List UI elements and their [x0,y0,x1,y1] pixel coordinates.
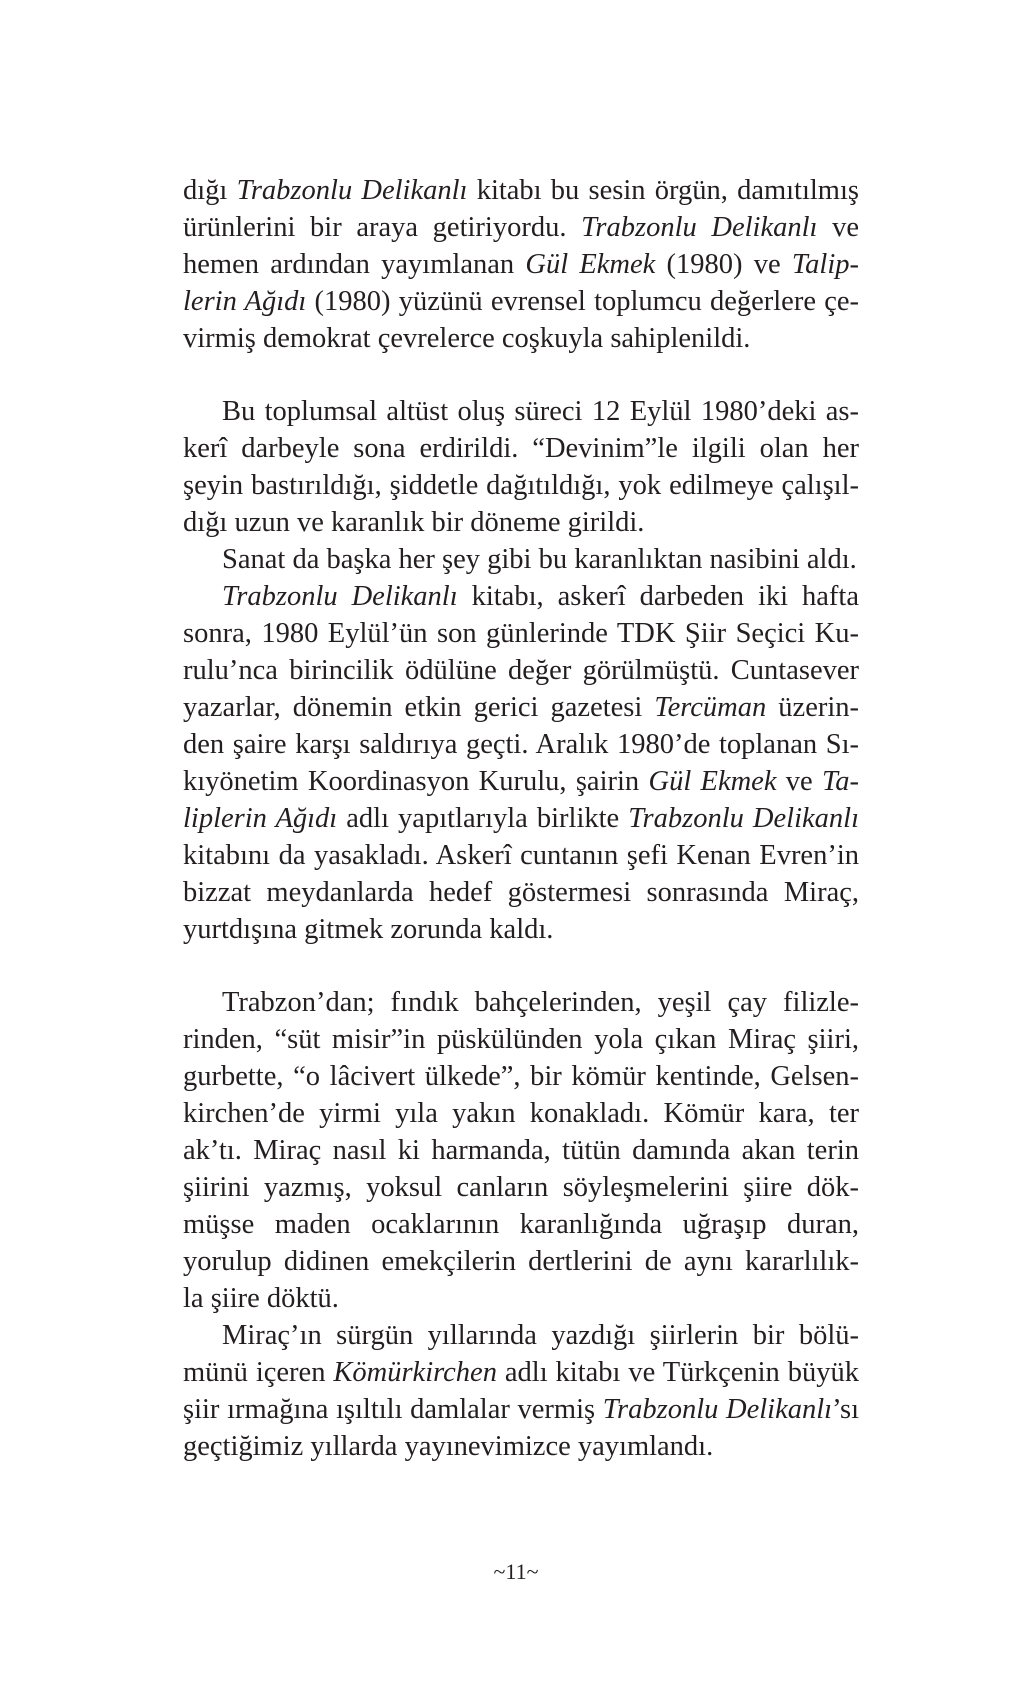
text-run: ve [817,212,860,243]
text-line [183,1021,859,1058]
page-number: ~11~ [493,1559,539,1584]
text-line [183,874,859,911]
text-run: yazarlar, dönemin etkin gerici gazetesi [183,692,655,723]
text-run: müşse maden ocaklarının karanlığında uğraşıp duran, [183,1209,859,1240]
italic-title: liplerin Ağıdı [183,803,338,834]
text-line [183,504,859,541]
text-run: kitabı, askerî darbeden iki hafta [457,581,859,612]
paragraph-gap [183,948,859,984]
text-line [183,172,859,209]
text-line [183,209,859,246]
text-run: Miraç’ın sürgün yıllarında yazdığı şiirlerin bir bölü- [222,1320,859,1351]
text-line [183,320,859,357]
text-line [183,246,859,283]
text-run: hemen ardından yayımlanan [183,249,526,280]
text-line [183,652,859,689]
body-text [183,172,859,1465]
text-line [183,837,859,874]
text-run: yurtdışına gitmek zorunda kaldı. [183,914,554,945]
text-line [183,430,859,467]
paragraph [183,984,859,1317]
text-run: gurbette, “o lâcivert ülkede”, bir kömür kentinde, Gelsen- [183,1061,859,1092]
text-run: kerî darbeyle sona erdirildi. “Devinim”le ilgili olan her [183,433,859,464]
text-run: yorulup didinen emekçilerin dertlerini de aynı kararlılık- [183,1246,859,1277]
text-run: virmiş demokrat çevrelerce coşkuyla sahiplenildi. [183,323,751,354]
italic-title: Tercüman [654,692,767,723]
text-run: rinden, “süt misir”in püskülünden yola çıkan Miraç şiiri, [183,1024,859,1055]
text-line [183,615,859,652]
text-run: şeyin bastırıldığı, şiddetle dağıtıldığı, yok edilmeye çalışıl- [183,470,859,501]
text-run: bizzat meydanlarda hedef göstermesi sonrasında Miraç, [183,877,859,908]
text-run: üzerin- [766,692,859,723]
text-run: ak’tı. Miraç nasıl ki harmanda, tütün damında akan terin [183,1135,859,1166]
text-line [183,1354,859,1391]
text-run: Trabzon’dan; fındık bahçelerinden, yeşil çay filizle- [222,987,859,1018]
text-run: ürünlerini bir araya getiriyordu. [183,212,582,243]
text-line [183,689,859,726]
text-run: dığı uzun ve karanlık bir döneme girildi. [183,507,645,538]
text-line [183,800,859,837]
text-line [183,763,859,800]
text-run: sonra, 1980 Eylül’ün son günlerinde TDK Şiir Seçici Ku- [183,618,859,649]
paragraph [183,1317,859,1465]
italic-title: Gül Ekmek [648,766,777,797]
text-line [183,393,859,430]
text-run: rulu’nca birincilik ödülüne değer görülmüştü. Cuntasever [183,655,859,686]
text-run: den şaire karşı saldırıya geçti. Aralık 1980’de toplanan Sı- [183,729,859,760]
text-run: Bu toplumsal altüst oluş süreci 12 Eylül 1980’deki as- [222,396,859,427]
text-line [183,1169,859,1206]
text-run: münü içeren [183,1357,334,1388]
paragraph-gap [183,357,859,393]
text-line [183,1317,859,1354]
text-line [183,467,859,504]
italic-title: Trabzonlu Delikanlı [236,175,468,206]
text-run: kirchen’de yirmi yıla yakın konakladı. Kömür kara, ter [183,1098,859,1129]
paragraph [183,172,859,357]
italic-title: Gül Ekmek [525,249,656,280]
italic-title: Kömürkirchen [333,1357,497,1388]
text-run: kitabını da yasakladı. Askerî cuntanın şefi Kenan Evren’in [183,840,859,871]
text-run: şiir ırmağına ışıltılı damlalar vermiş [183,1394,603,1425]
text-line [183,1132,859,1169]
text-line [183,1206,859,1243]
text-line [183,1058,859,1095]
text-line [183,283,859,320]
italic-title: Talip- [791,249,859,280]
text-line [183,726,859,763]
text-line [183,1428,859,1465]
italic-title: Ta- [822,766,859,797]
text-run: kıyönetim Koordinasyon Kurulu, şairin [183,766,649,797]
text-line [183,1095,859,1132]
paragraph [183,393,859,541]
italic-title: lerin Ağıdı [183,286,307,317]
italic-title: Trabzonlu Delikanlı [602,1394,833,1425]
text-run: dığı [183,175,237,206]
text-run: geçtiğimiz yıllarda yayınevimizce yayımlandı. [183,1431,714,1462]
text-run: adlı yapıtlarıyla birlikte [337,803,629,834]
text-line [183,1280,859,1317]
text-run: ve [776,766,823,797]
text-line [183,1243,859,1280]
text-line [183,578,859,615]
text-line [183,911,859,948]
paragraph [183,578,859,948]
text-line [183,984,859,1021]
text-run: ’sı [832,1394,859,1425]
text-line [183,541,859,578]
text-run: la şiire döktü. [183,1283,339,1314]
text-run: şiirini yazmış, yoksul canların söyleşmelerini şiire dök- [183,1172,859,1203]
text-run: Sanat da başka her şey gibi bu karanlıktan nasibini aldı. [222,544,857,575]
italic-title: Trabzonlu Delikanlı [628,803,859,834]
italic-title: Trabzonlu Delikanlı [581,212,818,243]
italic-title: Trabzonlu Delikanlı [222,581,458,612]
text-run: (1980) yüzünü evrensel toplumcu değerlere çe- [306,286,859,317]
paragraph [183,541,859,578]
text-run: (1980) ve [655,249,792,280]
text-line [183,1391,859,1428]
text-run: adlı kitabı ve Türkçenin büyük [496,1357,859,1388]
text-run: kitabı bu sesin örgün, damıtılmış [467,175,859,206]
